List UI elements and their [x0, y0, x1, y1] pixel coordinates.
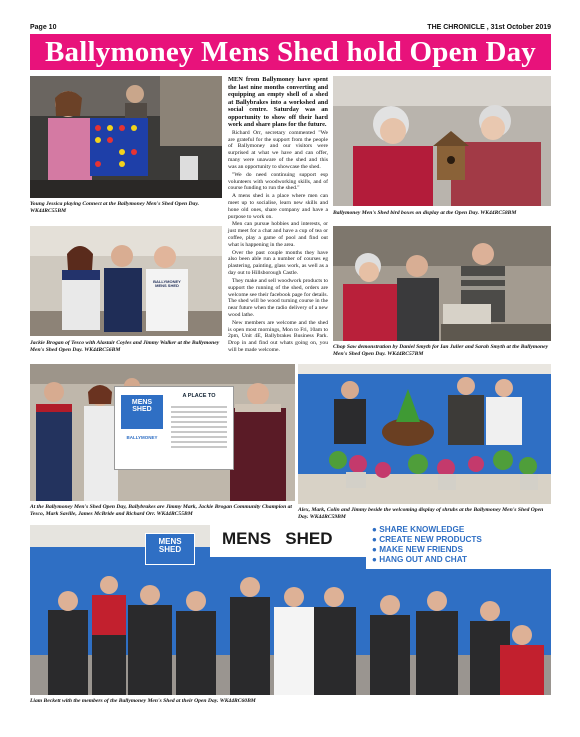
article-paragraph: Men can pursue hobbies and interests, or just meet for a chat and have a cup of tea or coffee, play a game of pool and find out what is happening in the area.	[228, 221, 328, 248]
article-paragraph: They make and sell woodwork products to support the running of the shed, orders are welcome see their facebook page for details. The shed will be wood turning course in the near future when the radio delivery of a new wood lathe.	[228, 277, 328, 318]
article-body	[228, 76, 328, 355]
caption-connect-four: Young Jessica playing Connect at the Ballymoney Men's Shed Open Day. WK44RC55BM	[30, 201, 200, 214]
sign-line: ● HANG OUT AND CHAT	[372, 555, 468, 564]
board-shed-name: BALLYMONEY	[126, 435, 158, 440]
article-paragraph: "We do need continuing support esp volunteers with woodworking skills, and of course funding to run the shed."	[228, 171, 328, 192]
sign-line: ● MAKE NEW FRIENDS	[372, 545, 463, 554]
caption-bird-boxes: Ballymoney Men's Shed bird boxes on display at the Open Day. WK44RC58BM	[333, 210, 517, 216]
logo-line-1: MENS	[131, 399, 153, 406]
photo-chop-saw	[333, 226, 551, 341]
mens-shed-logo	[145, 533, 195, 565]
sign-line: ● CREATE NEW PRODUCTS	[372, 535, 482, 544]
article-paragraph: Over the past couple months they have also been able run a number of courses eg plastering, painting, glass work, as well as a day out to Hillsborough Castle.	[228, 249, 328, 277]
display-board	[114, 386, 234, 470]
article-lead: MEN from Ballymoney have spent the last nine months converting and equipping an empty shell of a shed at Ballybrakes into a workshed and social centre. Saturday was an opportunity to show off their hard work and share plans for the future.	[228, 76, 328, 129]
headline-banner: Ballymoney Mens Shed hold Open Day	[30, 34, 551, 70]
article-paragraph: A mens shed is a place where men can meet up to socialise, learn new skills and hone old ones, share company and have a purpose to work on.	[228, 193, 328, 220]
photo-tesco-trio	[30, 226, 222, 336]
sign-line: ● SHARE KNOWLEDGE	[372, 525, 465, 534]
page-number: Page 10	[30, 24, 57, 31]
board-text-lines	[171, 403, 227, 449]
photo-bird-boxes	[333, 76, 551, 206]
shirt-logo-text: BALLYMONEY MENS SHED	[153, 279, 181, 289]
board-title: A PLACE TO	[182, 393, 216, 399]
photo-group-board	[30, 364, 295, 501]
photo-shrubs	[298, 364, 551, 504]
caption-group-board: At the Ballymoney Men's Shed Open Day, Ballybrakes are Jimmy Mark, Jackie Brogan Community Champion at Tesco, Mark Saville, James McBride and Richard Orr. WK44RC55BM	[30, 504, 292, 517]
mens-shed-logo	[121, 395, 163, 429]
caption-shrubs: Alex, Mark, Colin and Jimmy beside the welcoming display of shrubs at the Ballymoney Men's Shed Open Day. WK44RC59BM	[298, 507, 544, 520]
article-paragraph: Richard Orr, secretary commented "We are grateful for the support from the people of Ballymoney and our visitors were surprised at what we have and can offer, many were unaware of the shed and this was an opportunity to showcase the shed.	[228, 129, 328, 170]
caption-members: Liam Beckett with the members of the Ballymoney Men's Shed at their Open Day. WK44RC60BM	[30, 698, 256, 704]
shed-sign-list	[366, 525, 551, 569]
caption-chop-saw: Chop Saw demonstration by Daniel Smyth for Ian Julier and Sarah Smyth at the Ballymoney Men's Shed Open Day. WK44RC57BM	[333, 344, 549, 357]
shed-sign-title: MENS SHED	[222, 529, 333, 548]
logo-line-1: MENS	[158, 537, 182, 546]
photo-connect-four	[30, 76, 222, 198]
article-paragraph: New members are welcome and the shed is open most mornings, Mon to Fri, 10am to 2pm, Unit 4E, Ballybrakes Business Park. Drop in and find out whats going on, you will be made welcome.	[228, 319, 328, 354]
logo-line-2: SHED	[158, 545, 182, 555]
photo-members	[30, 525, 551, 695]
caption-tesco-trio: Jackie Brogan of Tesco with Alastair Coyles and Jimmy Walker at the Ballymoney Men's Shed Open Day. WK44RC56BM	[30, 340, 220, 353]
publication-date: THE CHRONICLE , 31st October 2019	[427, 24, 551, 31]
logo-line-2: SHED	[132, 406, 152, 414]
